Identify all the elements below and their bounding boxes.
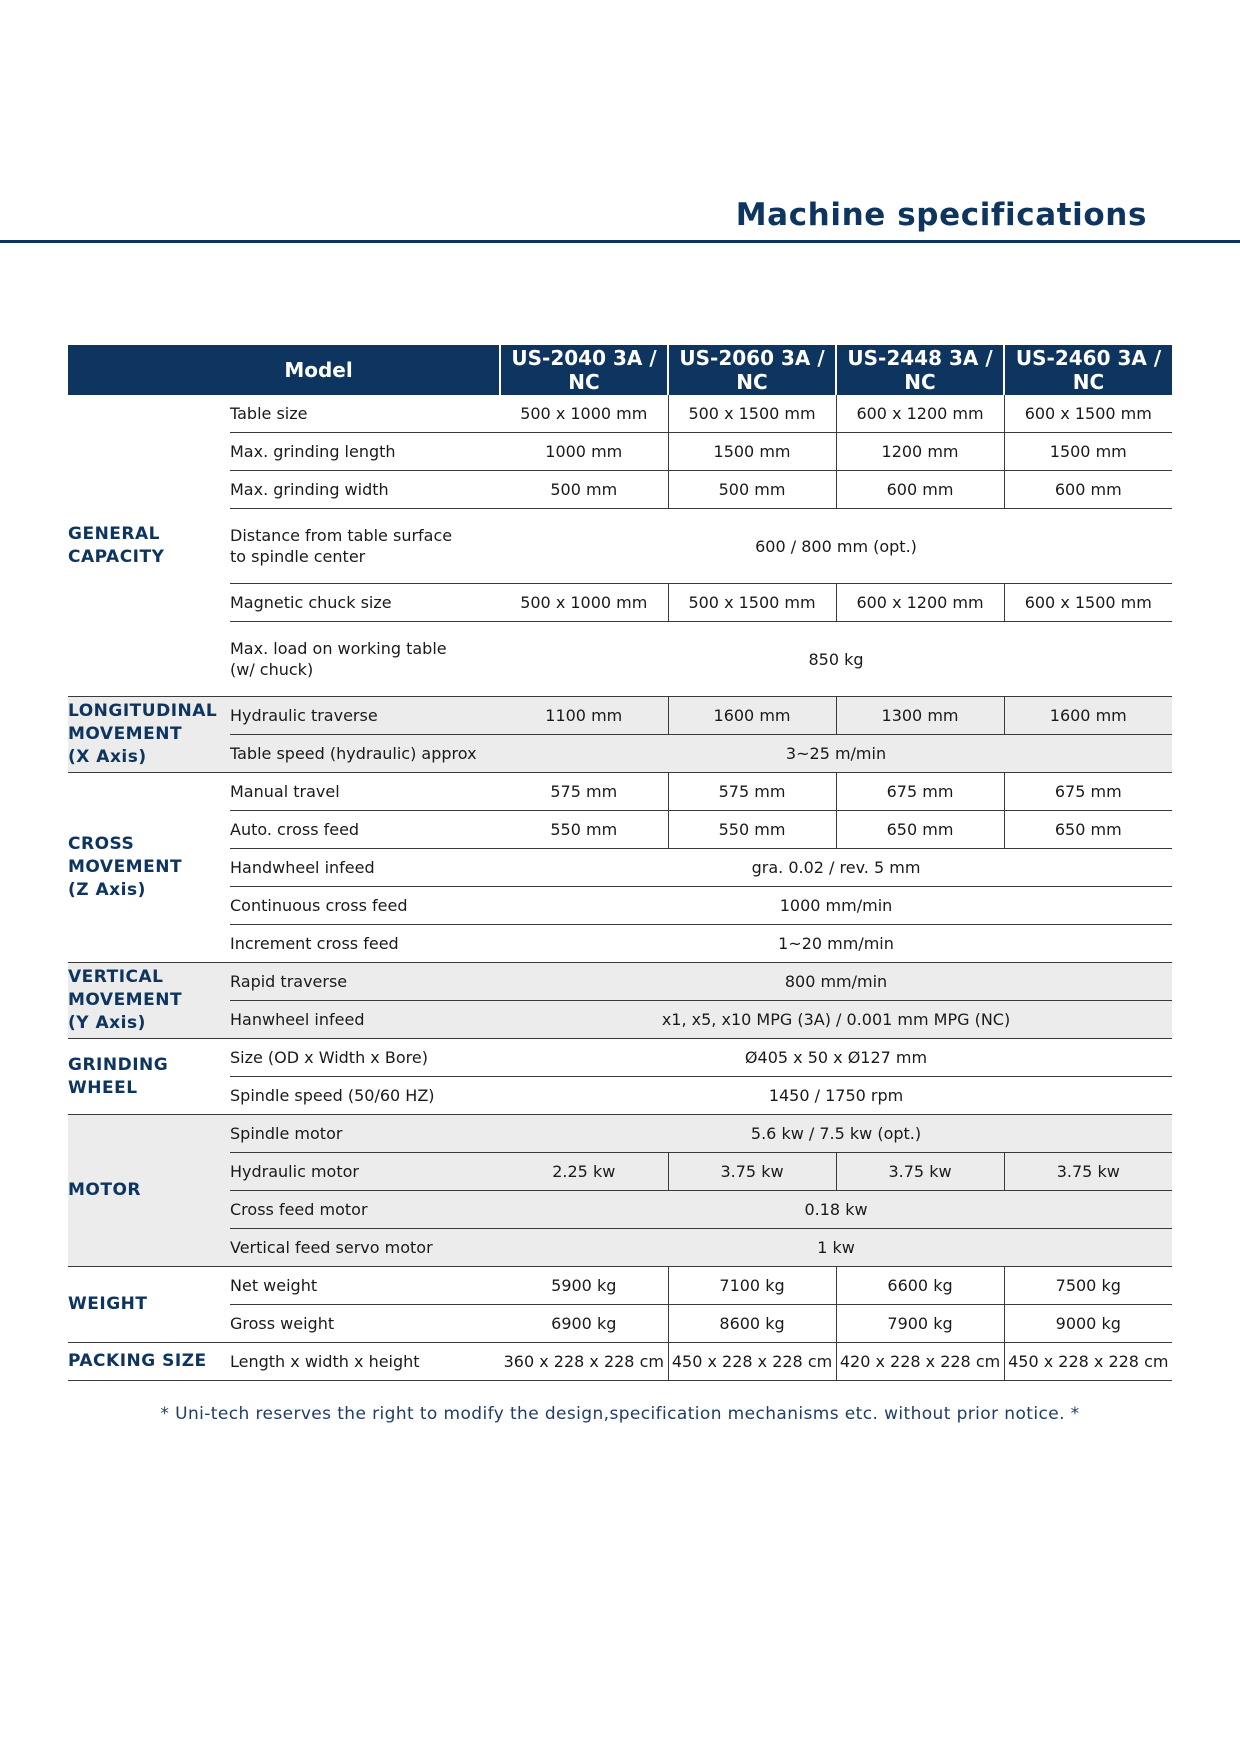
table-cell: 5.6 kw / 7.5 kw (opt.)	[500, 1115, 1172, 1153]
table-row	[68, 1039, 1172, 1077]
table-cell: 420 x 228 x 228 cm	[836, 1343, 1004, 1381]
table-cell: 7500 kg	[1004, 1267, 1172, 1305]
table-row	[68, 395, 1172, 433]
table-cell: 800 mm/min	[500, 963, 1172, 1001]
row-label: Gross weight	[230, 1305, 500, 1343]
table-cell: 575 mm	[500, 773, 668, 811]
table-cell: 3.75 kw	[836, 1153, 1004, 1191]
table-cell: 600 x 1500 mm	[1004, 584, 1172, 622]
table-cell: 500 x 1500 mm	[668, 395, 836, 433]
table-row	[68, 1077, 1172, 1115]
table-row	[68, 925, 1172, 963]
category-grinding-wheel: GRINDING WHEEL	[68, 1039, 230, 1115]
table-cell: 650 mm	[1004, 811, 1172, 849]
category-longitudinal-movement: LONGITUDINAL MOVEMENT (X Axis)	[68, 697, 230, 773]
table-cell: 600 mm	[1004, 471, 1172, 509]
page-title: Machine specifications	[735, 197, 1147, 233]
table-row	[68, 433, 1172, 471]
row-label: Net weight	[230, 1267, 500, 1305]
table-cell: Ø405 x 50 x Ø127 mm	[500, 1039, 1172, 1077]
row-label: Max. grinding length	[230, 433, 500, 471]
table-row	[68, 811, 1172, 849]
table-row	[68, 471, 1172, 509]
table-cell: 450 x 228 x 228 cm	[668, 1343, 836, 1381]
table-cell: 850 kg	[500, 622, 1172, 697]
table-cell: 600 x 1200 mm	[836, 584, 1004, 622]
table-cell: 1000 mm/min	[500, 887, 1172, 925]
table-row	[68, 1267, 1172, 1305]
table-cell: 360 x 228 x 228 cm	[500, 1343, 668, 1381]
row-label: Length x width x height	[230, 1343, 500, 1381]
table-cell: 1200 mm	[836, 433, 1004, 471]
table-row	[68, 1305, 1172, 1343]
table-cell: 7100 kg	[668, 1267, 836, 1305]
table-cell: 6900 kg	[500, 1305, 668, 1343]
table-row	[68, 1229, 1172, 1267]
table-row	[68, 849, 1172, 887]
row-label: Distance from table surface to spindle center	[230, 509, 500, 584]
table-cell: 1600 mm	[668, 697, 836, 735]
row-label: Table speed (hydraulic) approx	[230, 735, 500, 773]
table-cell: 3~25 m/min	[500, 735, 1172, 773]
row-label: Increment cross feed	[230, 925, 500, 963]
row-label: Spindle motor	[230, 1115, 500, 1153]
table-cell: 650 mm	[836, 811, 1004, 849]
table-cell: 9000 kg	[1004, 1305, 1172, 1343]
row-label: Table size	[230, 395, 500, 433]
table-cell: 8600 kg	[668, 1305, 836, 1343]
table-cell: 550 mm	[668, 811, 836, 849]
row-label: Cross feed motor	[230, 1191, 500, 1229]
row-label: Hydraulic motor	[230, 1153, 500, 1191]
table-cell: 3.75 kw	[668, 1153, 836, 1191]
category-weight: WEIGHT	[68, 1267, 230, 1343]
table-cell: 5900 kg	[500, 1267, 668, 1305]
row-label: Auto. cross feed	[230, 811, 500, 849]
table-row	[68, 584, 1172, 622]
table-cell: 600 x 1200 mm	[836, 395, 1004, 433]
category-cross-movement: CROSS MOVEMENT (Z Axis)	[68, 773, 230, 963]
row-label: Max. load on working table (w/ chuck)	[230, 622, 500, 697]
table-cell: 7900 kg	[836, 1305, 1004, 1343]
row-label: Spindle speed (50/60 HZ)	[230, 1077, 500, 1115]
table-cell: 450 x 228 x 228 cm	[1004, 1343, 1172, 1381]
model-header: Model	[68, 345, 500, 395]
table-row	[68, 509, 1172, 584]
table-row	[68, 697, 1172, 735]
table-cell: 1000 mm	[500, 433, 668, 471]
row-label: Manual travel	[230, 773, 500, 811]
row-label: Hydraulic traverse	[230, 697, 500, 735]
table-cell: 600 / 800 mm (opt.)	[500, 509, 1172, 584]
table-cell: 500 x 1000 mm	[500, 395, 668, 433]
specifications-table	[68, 345, 1172, 1381]
table-row	[68, 773, 1172, 811]
table-cell: 1100 mm	[500, 697, 668, 735]
table-cell: 550 mm	[500, 811, 668, 849]
row-label: Size (OD x Width x Bore)	[230, 1039, 500, 1077]
table-cell: 1500 mm	[668, 433, 836, 471]
table-row	[68, 622, 1172, 697]
table-header-row	[68, 345, 1172, 395]
row-label: Magnetic chuck size	[230, 584, 500, 622]
row-label: Hanwheel infeed	[230, 1001, 500, 1039]
category-vertical-movement: VERTICAL MOVEMENT (Y Axis)	[68, 963, 230, 1039]
title-divider	[0, 240, 1240, 243]
table-cell: 1500 mm	[1004, 433, 1172, 471]
table-row	[68, 1191, 1172, 1229]
model-header-cell: US-2448 3A / NC	[836, 345, 1004, 395]
table-cell: 500 mm	[668, 471, 836, 509]
table-cell: 0.18 kw	[500, 1191, 1172, 1229]
table-cell: 6600 kg	[836, 1267, 1004, 1305]
table-cell: 1450 / 1750 rpm	[500, 1077, 1172, 1115]
table-cell: 500 mm	[500, 471, 668, 509]
table-row	[68, 1343, 1172, 1381]
row-label: Vertical feed servo motor	[230, 1229, 500, 1267]
table-row	[68, 1115, 1172, 1153]
row-label: Rapid traverse	[230, 963, 500, 1001]
table-cell: 3.75 kw	[1004, 1153, 1172, 1191]
table-cell: 1300 mm	[836, 697, 1004, 735]
model-header-cell: US-2040 3A / NC	[500, 345, 668, 395]
model-header-cell: US-2460 3A / NC	[1004, 345, 1172, 395]
table-cell: 2.25 kw	[500, 1153, 668, 1191]
disclaimer-footnote: * Uni-tech reserves the right to modify the design,specification mechanisms etc. without prior notice. *	[160, 1404, 1080, 1424]
table-row	[68, 963, 1172, 1001]
table-cell: 675 mm	[836, 773, 1004, 811]
table-cell: 600 x 1500 mm	[1004, 395, 1172, 433]
model-header-cell: US-2060 3A / NC	[668, 345, 836, 395]
table-cell: 1 kw	[500, 1229, 1172, 1267]
table-row	[68, 735, 1172, 773]
table-cell: 1600 mm	[1004, 697, 1172, 735]
table-cell: x1, x5, x10 MPG (3A) / 0.001 mm MPG (NC)	[500, 1001, 1172, 1039]
table-row	[68, 1153, 1172, 1191]
category-packing-size: PACKING SIZE	[68, 1343, 230, 1381]
table-cell: gra. 0.02 / rev. 5 mm	[500, 849, 1172, 887]
row-label: Max. grinding width	[230, 471, 500, 509]
table-row	[68, 887, 1172, 925]
table-cell: 500 x 1000 mm	[500, 584, 668, 622]
table-cell: 1~20 mm/min	[500, 925, 1172, 963]
table-cell: 600 mm	[836, 471, 1004, 509]
table-cell: 575 mm	[668, 773, 836, 811]
table-cell: 500 x 1500 mm	[668, 584, 836, 622]
table-cell: 675 mm	[1004, 773, 1172, 811]
table-row	[68, 1001, 1172, 1039]
row-label: Continuous cross feed	[230, 887, 500, 925]
category-motor: MOTOR	[68, 1115, 230, 1267]
category-general-capacity: GENERAL CAPACITY	[68, 395, 230, 697]
row-label: Handwheel infeed	[230, 849, 500, 887]
